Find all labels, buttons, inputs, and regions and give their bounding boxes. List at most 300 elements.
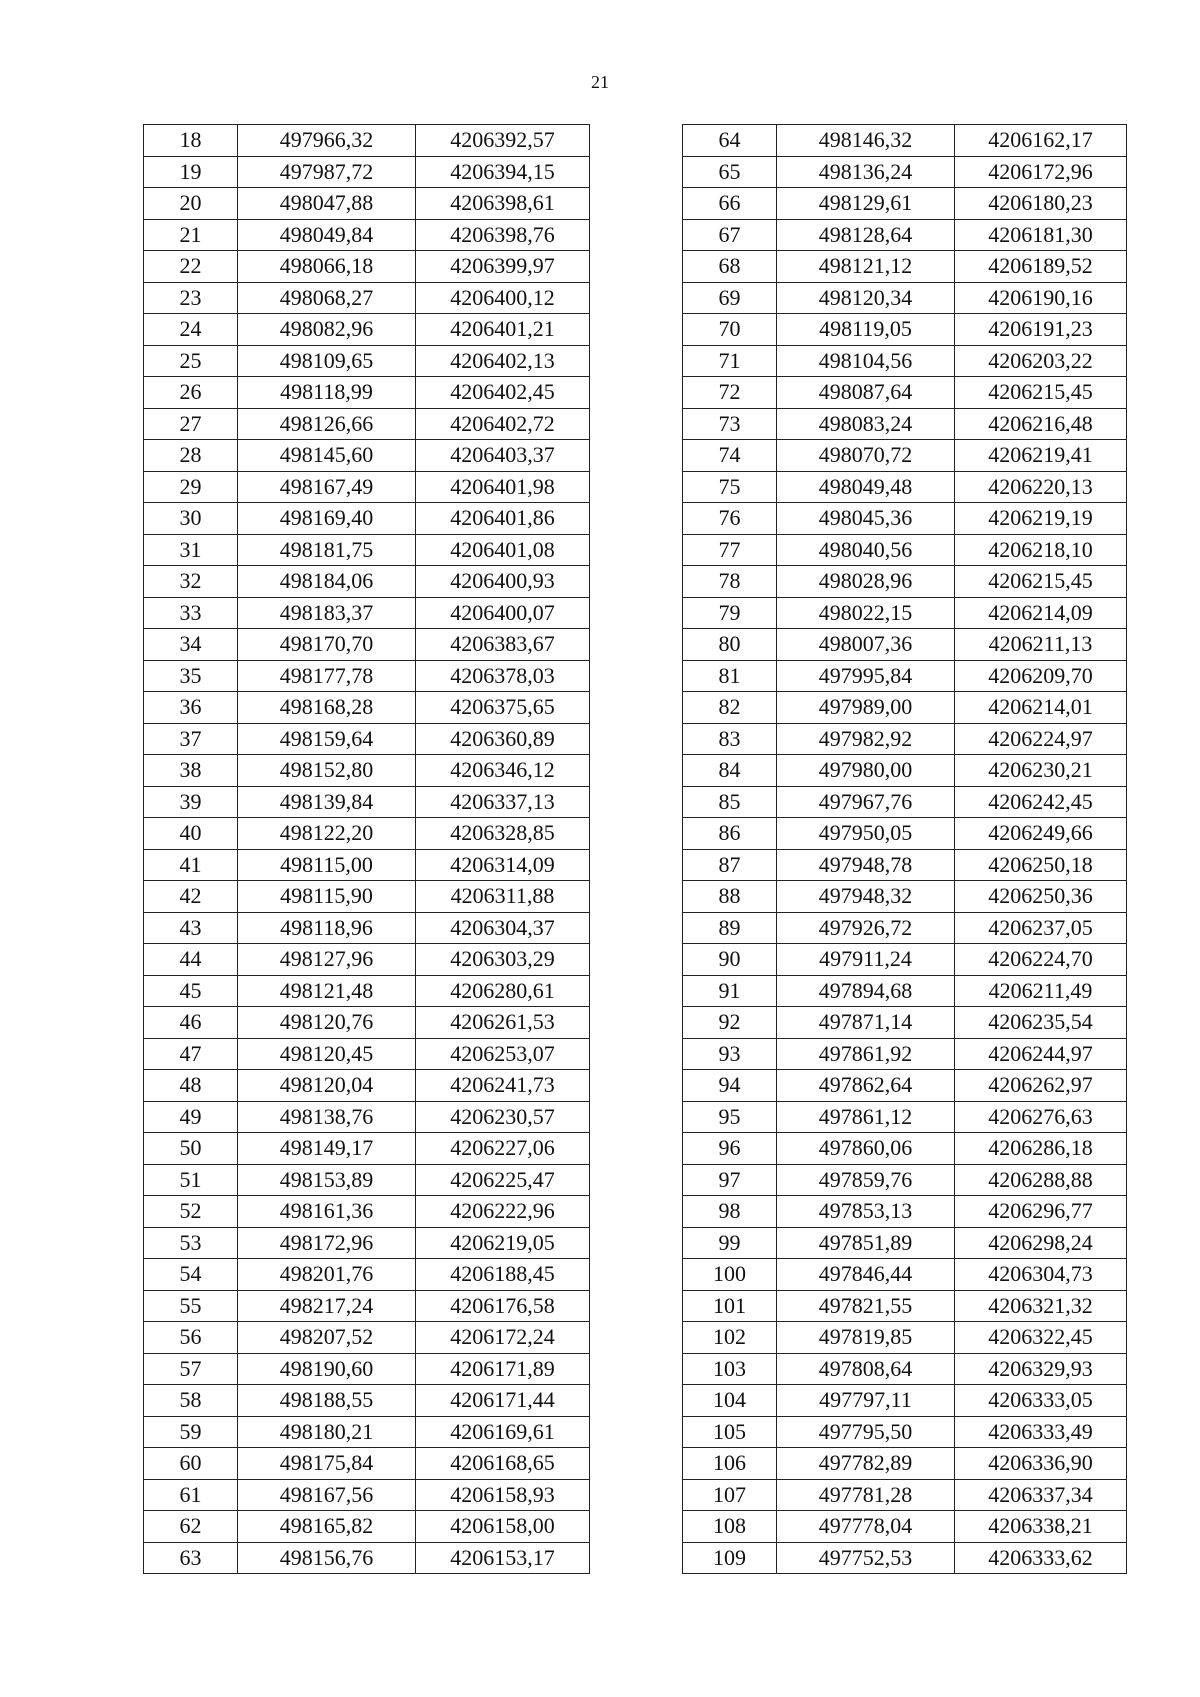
- point-number-cell: 22: [144, 251, 238, 283]
- y-coordinate-cell: 4206337,34: [955, 1479, 1127, 1511]
- x-coordinate-cell: 498217,24: [238, 1290, 416, 1322]
- y-coordinate-cell: 4206403,37: [416, 440, 590, 472]
- point-number-cell: 100: [683, 1259, 777, 1291]
- x-coordinate-cell: 498167,49: [238, 471, 416, 503]
- point-number-cell: 107: [683, 1479, 777, 1511]
- point-number-cell: 75: [683, 471, 777, 503]
- table-row: [683, 188, 1127, 220]
- point-number-cell: 85: [683, 786, 777, 818]
- y-coordinate-cell: 4206311,88: [416, 881, 590, 913]
- x-coordinate-cell: 497752,53: [777, 1542, 955, 1574]
- table-row: [144, 345, 590, 377]
- point-number-cell: 80: [683, 629, 777, 661]
- y-coordinate-cell: 4206402,72: [416, 408, 590, 440]
- y-coordinate-cell: 4206218,10: [955, 534, 1127, 566]
- x-coordinate-cell: 498070,72: [777, 440, 955, 472]
- y-coordinate-cell: 4206338,21: [955, 1511, 1127, 1543]
- x-coordinate-cell: 498083,24: [777, 408, 955, 440]
- point-number-cell: 66: [683, 188, 777, 220]
- x-coordinate-cell: 498152,80: [238, 755, 416, 787]
- y-coordinate-cell: 4206261,53: [416, 1007, 590, 1039]
- point-number-cell: 56: [144, 1322, 238, 1354]
- x-coordinate-cell: 497860,06: [777, 1133, 955, 1165]
- y-coordinate-cell: 4206211,13: [955, 629, 1127, 661]
- point-number-cell: 61: [144, 1479, 238, 1511]
- point-number-cell: 78: [683, 566, 777, 598]
- x-coordinate-cell: 498045,36: [777, 503, 955, 535]
- y-coordinate-cell: 4206219,05: [416, 1227, 590, 1259]
- y-coordinate-cell: 4206158,00: [416, 1511, 590, 1543]
- point-number-cell: 79: [683, 597, 777, 629]
- y-coordinate-cell: 4206227,06: [416, 1133, 590, 1165]
- x-coordinate-cell: 497782,89: [777, 1448, 955, 1480]
- x-coordinate-cell: 498049,48: [777, 471, 955, 503]
- table-row: [683, 156, 1127, 188]
- point-number-cell: 20: [144, 188, 238, 220]
- x-coordinate-cell: 497797,11: [777, 1385, 955, 1417]
- y-coordinate-cell: 4206304,73: [955, 1259, 1127, 1291]
- x-coordinate-cell: 497795,50: [777, 1416, 955, 1448]
- table-body: [144, 125, 590, 1574]
- y-coordinate-cell: 4206216,48: [955, 408, 1127, 440]
- point-number-cell: 69: [683, 282, 777, 314]
- point-number-cell: 59: [144, 1416, 238, 1448]
- x-coordinate-cell: 498115,00: [238, 849, 416, 881]
- x-coordinate-cell: 497851,89: [777, 1227, 955, 1259]
- x-coordinate-cell: 498207,52: [238, 1322, 416, 1354]
- point-number-cell: 37: [144, 723, 238, 755]
- table-row: [683, 818, 1127, 850]
- table-row: [144, 156, 590, 188]
- x-coordinate-cell: 498181,75: [238, 534, 416, 566]
- point-number-cell: 93: [683, 1038, 777, 1070]
- point-number-cell: 35: [144, 660, 238, 692]
- x-coordinate-cell: 497987,72: [238, 156, 416, 188]
- y-coordinate-cell: 4206219,19: [955, 503, 1127, 535]
- y-coordinate-cell: 4206235,54: [955, 1007, 1127, 1039]
- table-row: [683, 125, 1127, 157]
- table-row: [683, 1416, 1127, 1448]
- x-coordinate-cell: 498183,37: [238, 597, 416, 629]
- x-coordinate-cell: 497853,13: [777, 1196, 955, 1228]
- table-row: [683, 1164, 1127, 1196]
- table-row: [144, 251, 590, 283]
- point-number-cell: 31: [144, 534, 238, 566]
- y-coordinate-cell: 4206337,13: [416, 786, 590, 818]
- point-number-cell: 29: [144, 471, 238, 503]
- table-row: [683, 629, 1127, 661]
- point-number-cell: 46: [144, 1007, 238, 1039]
- table-row: [144, 1133, 590, 1165]
- point-number-cell: 76: [683, 503, 777, 535]
- x-coordinate-cell: 498175,84: [238, 1448, 416, 1480]
- y-coordinate-cell: 4206360,89: [416, 723, 590, 755]
- y-coordinate-cell: 4206244,97: [955, 1038, 1127, 1070]
- x-coordinate-cell: 498022,15: [777, 597, 955, 629]
- table-row: [683, 1542, 1127, 1574]
- point-number-cell: 48: [144, 1070, 238, 1102]
- point-number-cell: 96: [683, 1133, 777, 1165]
- x-coordinate-cell: 498119,05: [777, 314, 955, 346]
- table-row: [144, 1227, 590, 1259]
- y-coordinate-cell: 4206286,18: [955, 1133, 1127, 1165]
- point-number-cell: 44: [144, 944, 238, 976]
- x-coordinate-cell: 498109,65: [238, 345, 416, 377]
- x-coordinate-cell: 498153,89: [238, 1164, 416, 1196]
- x-coordinate-cell: 498172,96: [238, 1227, 416, 1259]
- point-number-cell: 98: [683, 1196, 777, 1228]
- x-coordinate-cell: 498040,56: [777, 534, 955, 566]
- x-coordinate-cell: 497846,44: [777, 1259, 955, 1291]
- x-coordinate-cell: 498184,06: [238, 566, 416, 598]
- point-number-cell: 47: [144, 1038, 238, 1070]
- y-coordinate-cell: 4206262,97: [955, 1070, 1127, 1102]
- table-row: [683, 755, 1127, 787]
- x-coordinate-cell: 498007,36: [777, 629, 955, 661]
- point-number-cell: 83: [683, 723, 777, 755]
- table-row: [683, 1448, 1127, 1480]
- page-number: 21: [591, 72, 609, 92]
- x-coordinate-cell: 498180,21: [238, 1416, 416, 1448]
- y-coordinate-cell: 4206401,21: [416, 314, 590, 346]
- table-row: [144, 1353, 590, 1385]
- point-number-cell: 30: [144, 503, 238, 535]
- x-coordinate-cell: 498115,90: [238, 881, 416, 913]
- x-coordinate-cell: 498066,18: [238, 251, 416, 283]
- point-number-cell: 23: [144, 282, 238, 314]
- x-coordinate-cell: 498149,17: [238, 1133, 416, 1165]
- table-row: [683, 786, 1127, 818]
- x-coordinate-cell: 497778,04: [777, 1511, 955, 1543]
- point-number-cell: 25: [144, 345, 238, 377]
- table-row: [144, 503, 590, 535]
- table-row: [144, 975, 590, 1007]
- y-coordinate-cell: 4206230,21: [955, 755, 1127, 787]
- y-coordinate-cell: 4206237,05: [955, 912, 1127, 944]
- point-number-cell: 60: [144, 1448, 238, 1480]
- x-coordinate-cell: 497948,78: [777, 849, 955, 881]
- y-coordinate-cell: 4206190,16: [955, 282, 1127, 314]
- table-row: [144, 188, 590, 220]
- point-number-cell: 91: [683, 975, 777, 1007]
- x-coordinate-cell: 498121,12: [777, 251, 955, 283]
- table-row: [144, 219, 590, 251]
- x-coordinate-cell: 498167,56: [238, 1479, 416, 1511]
- point-number-cell: 103: [683, 1353, 777, 1385]
- x-coordinate-cell: 498120,04: [238, 1070, 416, 1102]
- y-coordinate-cell: 4206402,13: [416, 345, 590, 377]
- point-number-cell: 94: [683, 1070, 777, 1102]
- table-row: [144, 723, 590, 755]
- y-coordinate-cell: 4206296,77: [955, 1196, 1127, 1228]
- table-body: [683, 125, 1127, 1574]
- table-row: [144, 629, 590, 661]
- point-number-cell: 50: [144, 1133, 238, 1165]
- point-number-cell: 97: [683, 1164, 777, 1196]
- table-row: [683, 345, 1127, 377]
- x-coordinate-cell: 498165,82: [238, 1511, 416, 1543]
- y-coordinate-cell: 4206280,61: [416, 975, 590, 1007]
- x-coordinate-cell: 497948,32: [777, 881, 955, 913]
- x-coordinate-cell: 498128,64: [777, 219, 955, 251]
- y-coordinate-cell: 4206288,88: [955, 1164, 1127, 1196]
- x-coordinate-cell: 498104,56: [777, 345, 955, 377]
- table-row: [683, 881, 1127, 913]
- table-row: [683, 1353, 1127, 1385]
- table-row: [144, 1070, 590, 1102]
- x-coordinate-cell: 497861,12: [777, 1101, 955, 1133]
- y-coordinate-cell: 4206401,86: [416, 503, 590, 535]
- table-row: [683, 314, 1127, 346]
- y-coordinate-cell: 4206168,65: [416, 1448, 590, 1480]
- x-coordinate-cell: 497982,92: [777, 723, 955, 755]
- point-number-cell: 41: [144, 849, 238, 881]
- y-coordinate-cell: 4206224,70: [955, 944, 1127, 976]
- x-coordinate-cell: 498201,76: [238, 1259, 416, 1291]
- x-coordinate-cell: 498129,61: [777, 188, 955, 220]
- y-coordinate-cell: 4206171,44: [416, 1385, 590, 1417]
- table-row: [683, 1385, 1127, 1417]
- y-coordinate-cell: 4206383,67: [416, 629, 590, 661]
- table-row: [683, 282, 1127, 314]
- point-number-cell: 92: [683, 1007, 777, 1039]
- point-number-cell: 72: [683, 377, 777, 409]
- x-coordinate-cell: 498159,64: [238, 723, 416, 755]
- x-coordinate-cell: 498068,27: [238, 282, 416, 314]
- y-coordinate-cell: 4206314,09: [416, 849, 590, 881]
- point-number-cell: 64: [683, 125, 777, 157]
- point-number-cell: 73: [683, 408, 777, 440]
- point-number-cell: 86: [683, 818, 777, 850]
- y-coordinate-cell: 4206153,17: [416, 1542, 590, 1574]
- table-row: [144, 912, 590, 944]
- x-coordinate-cell: 497819,85: [777, 1322, 955, 1354]
- table-row: [144, 1385, 590, 1417]
- point-number-cell: 18: [144, 125, 238, 157]
- y-coordinate-cell: 4206402,45: [416, 377, 590, 409]
- y-coordinate-cell: 4206188,45: [416, 1259, 590, 1291]
- x-coordinate-cell: 498028,96: [777, 566, 955, 598]
- point-number-cell: 65: [683, 156, 777, 188]
- y-coordinate-cell: 4206321,32: [955, 1290, 1127, 1322]
- y-coordinate-cell: 4206172,96: [955, 156, 1127, 188]
- x-coordinate-cell: 498120,76: [238, 1007, 416, 1039]
- table-row: [683, 534, 1127, 566]
- y-coordinate-cell: 4206249,66: [955, 818, 1127, 850]
- point-number-cell: 95: [683, 1101, 777, 1133]
- table-row: [683, 1007, 1127, 1039]
- point-number-cell: 87: [683, 849, 777, 881]
- x-coordinate-cell: 497967,76: [777, 786, 955, 818]
- y-coordinate-cell: 4206394,15: [416, 156, 590, 188]
- table-row: [683, 975, 1127, 1007]
- point-number-cell: 58: [144, 1385, 238, 1417]
- point-number-cell: 40: [144, 818, 238, 850]
- y-coordinate-cell: 4206241,73: [416, 1070, 590, 1102]
- point-number-cell: 70: [683, 314, 777, 346]
- point-number-cell: 55: [144, 1290, 238, 1322]
- table-row: [683, 692, 1127, 724]
- y-coordinate-cell: 4206214,01: [955, 692, 1127, 724]
- table-row: [683, 1511, 1127, 1543]
- point-number-cell: 39: [144, 786, 238, 818]
- x-coordinate-cell: 498177,78: [238, 660, 416, 692]
- y-coordinate-cell: 4206250,36: [955, 881, 1127, 913]
- table-row: [683, 251, 1127, 283]
- table-row: [683, 1290, 1127, 1322]
- y-coordinate-cell: 4206219,41: [955, 440, 1127, 472]
- x-coordinate-cell: 497861,92: [777, 1038, 955, 1070]
- x-coordinate-cell: 497966,32: [238, 125, 416, 157]
- x-coordinate-cell: 498161,36: [238, 1196, 416, 1228]
- table-row: [144, 1542, 590, 1574]
- table-row: [144, 1290, 590, 1322]
- table-row: [144, 1259, 590, 1291]
- table-row: [144, 1196, 590, 1228]
- x-coordinate-cell: 497862,64: [777, 1070, 955, 1102]
- point-number-cell: 28: [144, 440, 238, 472]
- table-row: [683, 1101, 1127, 1133]
- table-row: [683, 1070, 1127, 1102]
- point-number-cell: 33: [144, 597, 238, 629]
- point-number-cell: 99: [683, 1227, 777, 1259]
- table-row: [683, 440, 1127, 472]
- y-coordinate-cell: 4206172,24: [416, 1322, 590, 1354]
- table-row: [144, 849, 590, 881]
- point-number-cell: 52: [144, 1196, 238, 1228]
- table-row: [683, 1196, 1127, 1228]
- table-row: [683, 408, 1127, 440]
- y-coordinate-cell: 4206225,47: [416, 1164, 590, 1196]
- point-number-cell: 45: [144, 975, 238, 1007]
- y-coordinate-cell: 4206224,97: [955, 723, 1127, 755]
- y-coordinate-cell: 4206375,65: [416, 692, 590, 724]
- x-coordinate-cell: 497894,68: [777, 975, 955, 1007]
- y-coordinate-cell: 4206171,89: [416, 1353, 590, 1385]
- table-row: [144, 1448, 590, 1480]
- point-number-cell: 109: [683, 1542, 777, 1574]
- point-number-cell: 57: [144, 1353, 238, 1385]
- x-coordinate-cell: 498138,76: [238, 1101, 416, 1133]
- table-row: [144, 534, 590, 566]
- y-coordinate-cell: 4206399,97: [416, 251, 590, 283]
- table-row: [683, 1479, 1127, 1511]
- y-coordinate-cell: 4206215,45: [955, 566, 1127, 598]
- point-number-cell: 53: [144, 1227, 238, 1259]
- x-coordinate-cell: 497950,05: [777, 818, 955, 850]
- y-coordinate-cell: 4206298,24: [955, 1227, 1127, 1259]
- table-row: [144, 1416, 590, 1448]
- x-coordinate-cell: 497871,14: [777, 1007, 955, 1039]
- x-coordinate-cell: 497821,55: [777, 1290, 955, 1322]
- y-coordinate-cell: 4206250,18: [955, 849, 1127, 881]
- y-coordinate-cell: 4206276,63: [955, 1101, 1127, 1133]
- table-row: [144, 692, 590, 724]
- y-coordinate-cell: 4206400,07: [416, 597, 590, 629]
- y-coordinate-cell: 4206180,23: [955, 188, 1127, 220]
- point-number-cell: 36: [144, 692, 238, 724]
- point-number-cell: 71: [683, 345, 777, 377]
- x-coordinate-cell: 498169,40: [238, 503, 416, 535]
- point-number-cell: 106: [683, 1448, 777, 1480]
- x-coordinate-cell: 497911,24: [777, 944, 955, 976]
- point-number-cell: 51: [144, 1164, 238, 1196]
- table-row: [144, 1007, 590, 1039]
- point-number-cell: 105: [683, 1416, 777, 1448]
- x-coordinate-cell: 497926,72: [777, 912, 955, 944]
- y-coordinate-cell: 4206176,58: [416, 1290, 590, 1322]
- point-number-cell: 19: [144, 156, 238, 188]
- y-coordinate-cell: 4206333,05: [955, 1385, 1127, 1417]
- y-coordinate-cell: 4206211,49: [955, 975, 1127, 1007]
- y-coordinate-cell: 4206303,29: [416, 944, 590, 976]
- y-coordinate-cell: 4206322,45: [955, 1322, 1127, 1354]
- x-coordinate-cell: 498049,84: [238, 219, 416, 251]
- table-row: [144, 471, 590, 503]
- x-coordinate-cell: 497781,28: [777, 1479, 955, 1511]
- y-coordinate-cell: 4206253,07: [416, 1038, 590, 1070]
- x-coordinate-cell: 498146,32: [777, 125, 955, 157]
- y-coordinate-cell: 4206401,98: [416, 471, 590, 503]
- table-row: [144, 408, 590, 440]
- x-coordinate-cell: 498190,60: [238, 1353, 416, 1385]
- coordinates-table-left: [143, 124, 590, 1574]
- x-coordinate-cell: 498126,66: [238, 408, 416, 440]
- table-row: [683, 566, 1127, 598]
- y-coordinate-cell: 4206378,03: [416, 660, 590, 692]
- point-number-cell: 38: [144, 755, 238, 787]
- table-row: [144, 1511, 590, 1543]
- point-number-cell: 49: [144, 1101, 238, 1133]
- table-row: [683, 471, 1127, 503]
- x-coordinate-cell: 498118,99: [238, 377, 416, 409]
- y-coordinate-cell: 4206214,09: [955, 597, 1127, 629]
- y-coordinate-cell: 4206398,76: [416, 219, 590, 251]
- x-coordinate-cell: 498082,96: [238, 314, 416, 346]
- table-row: [144, 597, 590, 629]
- table-row: [144, 1038, 590, 1070]
- x-coordinate-cell: 498127,96: [238, 944, 416, 976]
- table-row: [144, 1479, 590, 1511]
- point-number-cell: 68: [683, 251, 777, 283]
- point-number-cell: 88: [683, 881, 777, 913]
- x-coordinate-cell: 497980,00: [777, 755, 955, 787]
- table-row: [144, 1322, 590, 1354]
- point-number-cell: 63: [144, 1542, 238, 1574]
- point-number-cell: 74: [683, 440, 777, 472]
- table-row: [683, 912, 1127, 944]
- y-coordinate-cell: 4206333,62: [955, 1542, 1127, 1574]
- table-row: [683, 849, 1127, 881]
- x-coordinate-cell: 497989,00: [777, 692, 955, 724]
- x-coordinate-cell: 498145,60: [238, 440, 416, 472]
- table-row: [144, 818, 590, 850]
- table-row: [144, 1101, 590, 1133]
- point-number-cell: 82: [683, 692, 777, 724]
- y-coordinate-cell: 4206401,08: [416, 534, 590, 566]
- table-row: [144, 314, 590, 346]
- point-number-cell: 101: [683, 1290, 777, 1322]
- table-row: [144, 125, 590, 157]
- x-coordinate-cell: 498170,70: [238, 629, 416, 661]
- point-number-cell: 42: [144, 881, 238, 913]
- point-number-cell: 108: [683, 1511, 777, 1543]
- table-row: [683, 660, 1127, 692]
- point-number-cell: 26: [144, 377, 238, 409]
- y-coordinate-cell: 4206392,57: [416, 125, 590, 157]
- table-row: [144, 282, 590, 314]
- table-row: [683, 1259, 1127, 1291]
